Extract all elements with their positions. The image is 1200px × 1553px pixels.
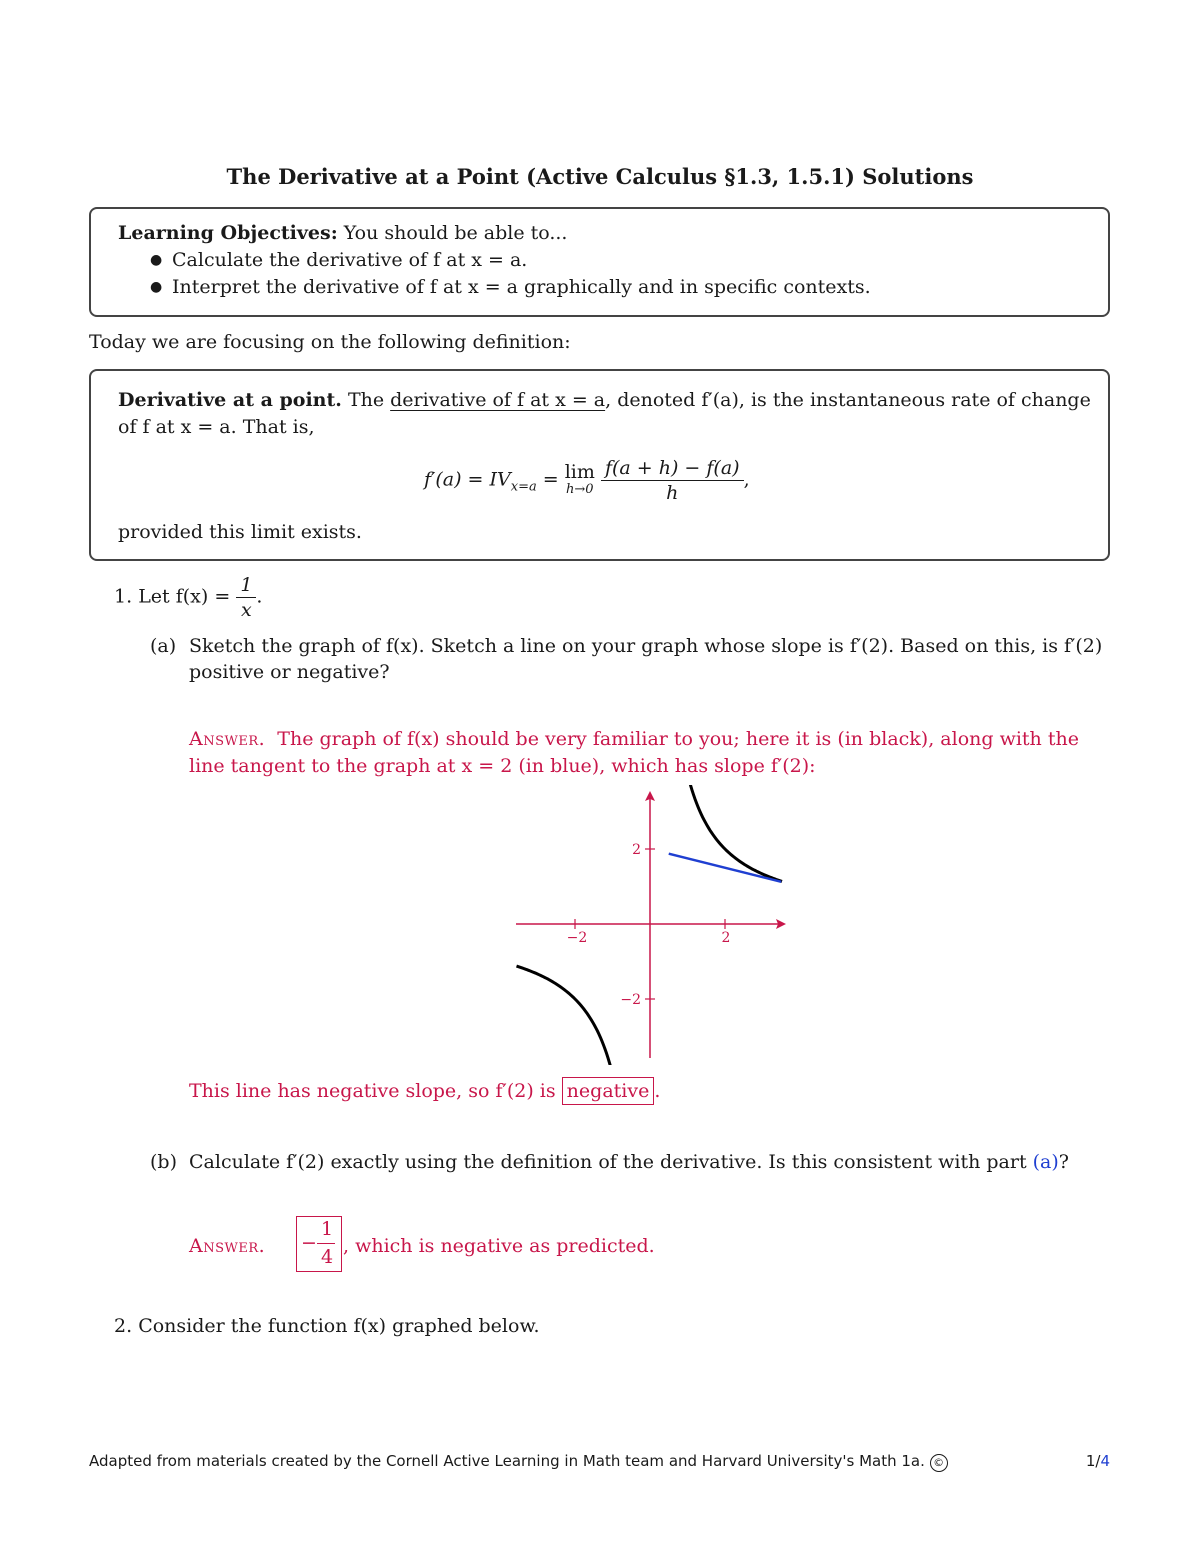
page-title: The Derivative at a Point (Active Calculus §1.3, 1.5.1) Solutions	[226, 164, 974, 189]
fraction-numerator: f(a + h) − f(a)	[601, 456, 744, 481]
definition-line-1	[118, 389, 1091, 411]
answer-b-label	[189, 1235, 265, 1257]
definition-term: derivative of f at x = a	[390, 389, 606, 411]
objective-item: Interpret the derivative of f at x = a graphically and in specific contexts.	[172, 276, 871, 298]
problem-1	[114, 573, 262, 622]
conclusion-period: .	[654, 1080, 661, 1102]
formula-equals: =	[542, 468, 559, 491]
fraction-bar	[317, 1243, 335, 1244]
tick-label: −2	[620, 992, 641, 1008]
limit-text: lim	[564, 460, 595, 483]
boxed-answer: negative	[562, 1077, 655, 1105]
objectives-heading: Learning Objectives:	[118, 222, 338, 244]
tick-label: −2	[566, 930, 588, 946]
answer-text: The graph of f(x) should be very familiar to you; here it is (in black), along with the	[277, 728, 1079, 750]
formula-fraction	[601, 456, 744, 505]
part-b-question: Calculate f′(2) exactly using the definition of the derivative. Is this consistent with part	[189, 1151, 1027, 1173]
part-a-label: (a)	[150, 635, 177, 657]
problem-2	[114, 1315, 540, 1337]
answer-a-conclusion	[189, 1080, 660, 1102]
part-a-reference-link[interactable]: (a)	[1032, 1151, 1059, 1173]
answer-denominator: 4	[321, 1246, 334, 1268]
tangent-line	[669, 854, 782, 882]
answer-numerator: 1	[321, 1218, 334, 1240]
definition-text: , denoted f′(a), is the instantaneous rate of change	[605, 389, 1091, 411]
answer-b-text: , which is negative as predicted.	[343, 1235, 655, 1257]
boxed-fraction-answer	[296, 1216, 342, 1272]
bullet-icon: ●	[150, 252, 163, 268]
part-a-line-2: positive or negative?	[189, 661, 390, 683]
formula-comma: ,	[743, 468, 750, 491]
problem-number: 1.	[114, 585, 133, 608]
problem-text: Let f(x) =	[138, 585, 231, 608]
answer-a-line-1	[189, 728, 1079, 750]
objective-item: Calculate the derivative of f at x = a.	[172, 249, 528, 271]
part-b-text	[189, 1151, 1069, 1173]
answer-sign: −	[301, 1232, 317, 1254]
answer-a-line-2: line tangent to the graph at x = 2 (in blue), which has slope f′(2):	[189, 755, 816, 777]
part-a-line-1: Sketch the graph of f(x). Sketch a line on your graph whose slope is f′(2). Based on this, is f′(2)	[189, 635, 1103, 657]
problem-period: .	[256, 585, 263, 608]
definition-line-2: of f at x = a. That is,	[118, 416, 315, 438]
problem-text: Consider the function f(x) graphed below.	[138, 1315, 540, 1337]
page-footer	[89, 1452, 1110, 1472]
answer-label: Answer.	[189, 728, 266, 750]
copyright-icon: ©	[930, 1454, 948, 1472]
bullet-icon: ●	[150, 279, 163, 295]
definition-heading: Derivative at a point.	[118, 389, 342, 411]
problem-number: 2.	[114, 1315, 133, 1337]
limit-subscript: h→0	[566, 481, 594, 497]
intro-text: Today we are focusing on the following definition:	[89, 331, 571, 353]
tick-label: 2	[632, 842, 641, 858]
definition-proviso: provided this limit exists.	[118, 521, 362, 543]
objectives-line	[118, 222, 567, 244]
tick-label: 2	[721, 930, 731, 946]
fraction-denominator: x	[241, 599, 252, 621]
fraction-denominator: h	[666, 482, 679, 504]
page-current: 1/	[1085, 1452, 1101, 1470]
fraction-numerator: 1	[236, 573, 256, 598]
part-b-label: (b)	[150, 1151, 177, 1173]
page-number	[1086, 1452, 1110, 1470]
part-b-question-mark: ?	[1058, 1151, 1069, 1173]
page-total-link[interactable]: 4	[1100, 1452, 1110, 1470]
reciprocal-graph	[510, 785, 800, 1065]
conclusion-text: This line has negative slope, so f′(2) is	[189, 1080, 556, 1102]
problem-fraction	[236, 573, 256, 622]
formula-limit	[564, 460, 595, 499]
answer-label: Answer.	[189, 1235, 266, 1257]
formula-lhs: f′(a) = IV	[424, 468, 511, 491]
definition-text: The	[347, 389, 385, 411]
curve-negative-branch	[517, 966, 639, 1065]
objectives-intro: You should be able to...	[343, 222, 568, 244]
formula-subscript: x=a	[510, 479, 537, 495]
definition-formula	[424, 456, 750, 505]
footer-attribution: Adapted from materials created by the Cornell Active Learning in Math team and Harvard University's Math 1a.	[89, 1452, 925, 1470]
